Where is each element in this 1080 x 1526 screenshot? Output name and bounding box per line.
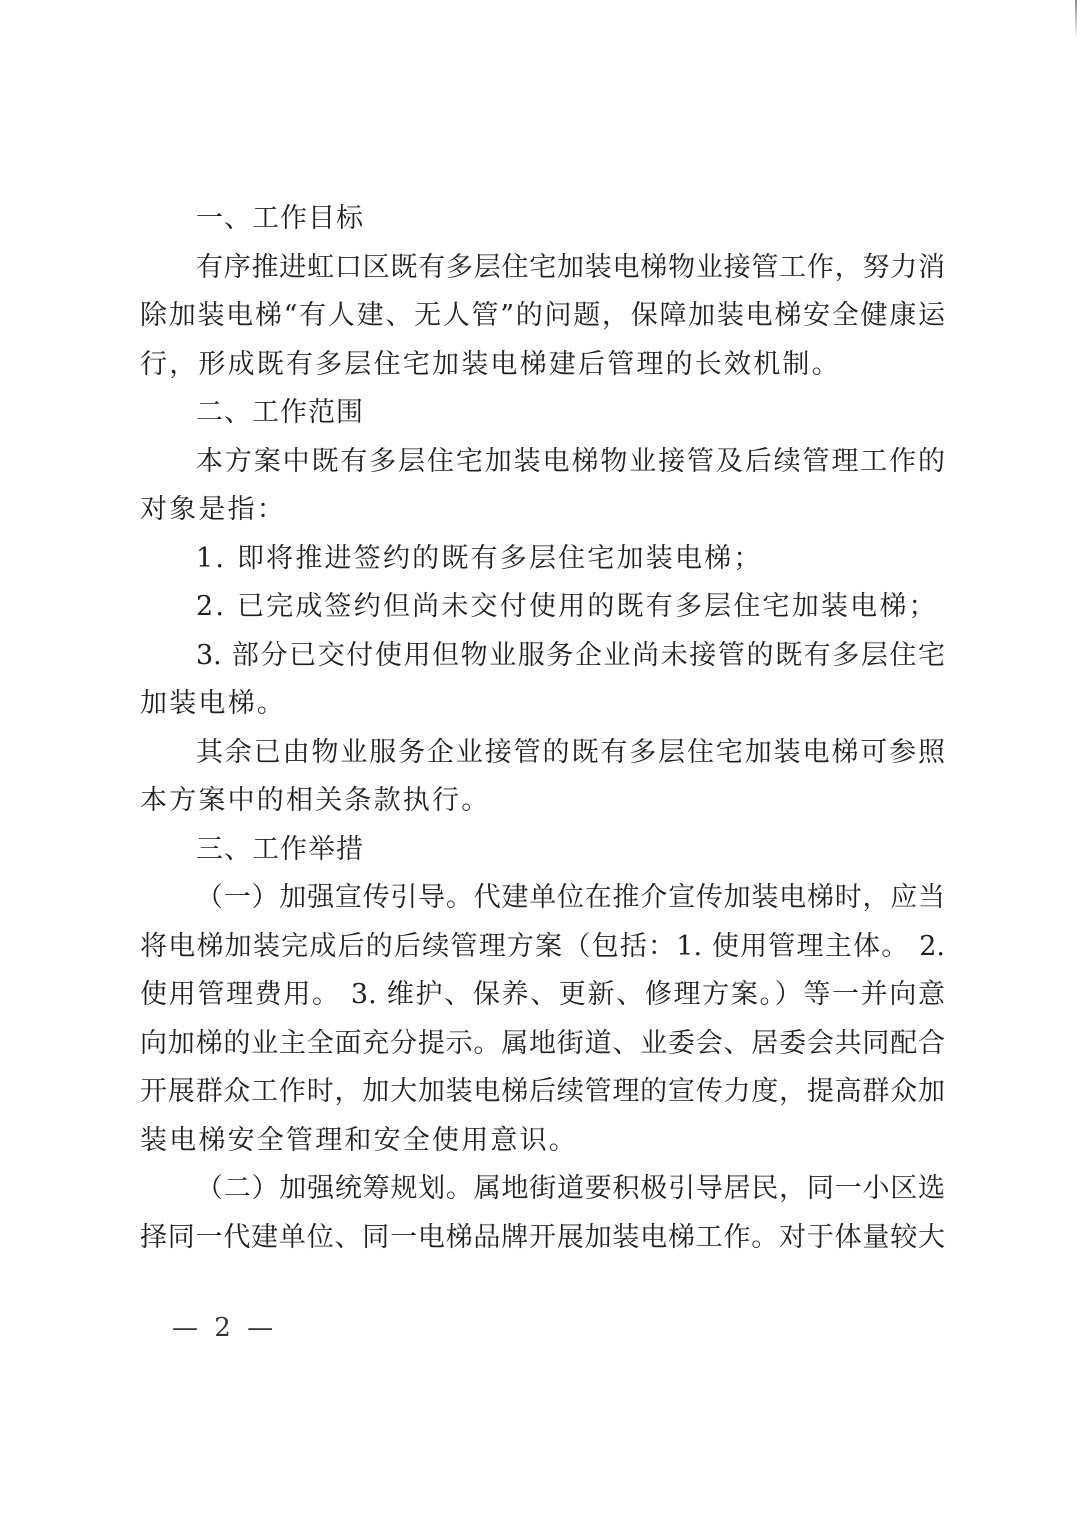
paragraph-line: 本方案中的相关条款执行。 bbox=[140, 785, 491, 816]
paragraph-line: 本方案中既有多层住宅加装电梯物业接管及后续管理工作的 bbox=[196, 445, 945, 477]
paragraph-line: 使用管理费用。 3. 维护、保养、更新、修理方案。）等一并向意 bbox=[140, 979, 945, 1010]
list-item-continuation: 加装电梯。 bbox=[140, 688, 286, 719]
paragraph-line: 开展群众工作时，加大加装电梯后续管理的宣传力度，提高群众加 bbox=[140, 1076, 945, 1107]
page-number: — 2 — bbox=[172, 1313, 278, 1343]
list-item: 1. 即将推进签约的既有多层住宅加装电梯； bbox=[196, 542, 763, 574]
list-item: 2. 已完成签约但尚未交付使用的既有多层住宅加装电梯； bbox=[196, 591, 938, 622]
paragraph-line: 有序推进虹口区既有多层住宅加装电梯物业接管工作，努力消 bbox=[196, 251, 945, 283]
paragraph-line: （一）加强宣传引导。代建单位在推介宣传加装电梯时，应当 bbox=[196, 882, 945, 913]
section-heading: 二、工作范围 bbox=[196, 397, 364, 428]
section-heading: 一、工作目标 bbox=[196, 203, 364, 234]
paragraph-line: 除加装电梯“有人建、无人管”的问题，保障加装电梯安全健康运 bbox=[140, 300, 945, 331]
paragraph-line: 其余已由物业服务企业接管的既有多层住宅加装电梯可参照 bbox=[196, 736, 945, 768]
paragraph-line: 将电梯加装完成后的后续管理方案（包括：1. 使用管理主体。 2. bbox=[140, 930, 945, 962]
paragraph-line: 向加梯的业主全面充分提示。属地街道、业委会、居委会共同配合 bbox=[140, 1027, 945, 1059]
paragraph-line: 对象是指： bbox=[140, 494, 286, 525]
paragraph-line: 择同一代建单位、同一电梯品牌开展加装电梯工作。对于体量较大 bbox=[140, 1221, 945, 1253]
paragraph-line: 装电梯安全管理和安全使用意识。 bbox=[140, 1124, 578, 1156]
list-item: 3. 部分已交付使用但物业服务企业尚未接管的既有多层住宅 bbox=[196, 639, 945, 671]
document-body bbox=[140, 195, 945, 1262]
paragraph-line: 行，形成既有多层住宅加装电梯建后管理的长效机制。 bbox=[140, 348, 841, 380]
section-heading: 三、工作举措 bbox=[196, 833, 364, 865]
scan-edge-line bbox=[1075, 0, 1077, 40]
paragraph-line: （二）加强统筹规划。属地街道要积极引导居民，同一小区选 bbox=[196, 1173, 945, 1204]
